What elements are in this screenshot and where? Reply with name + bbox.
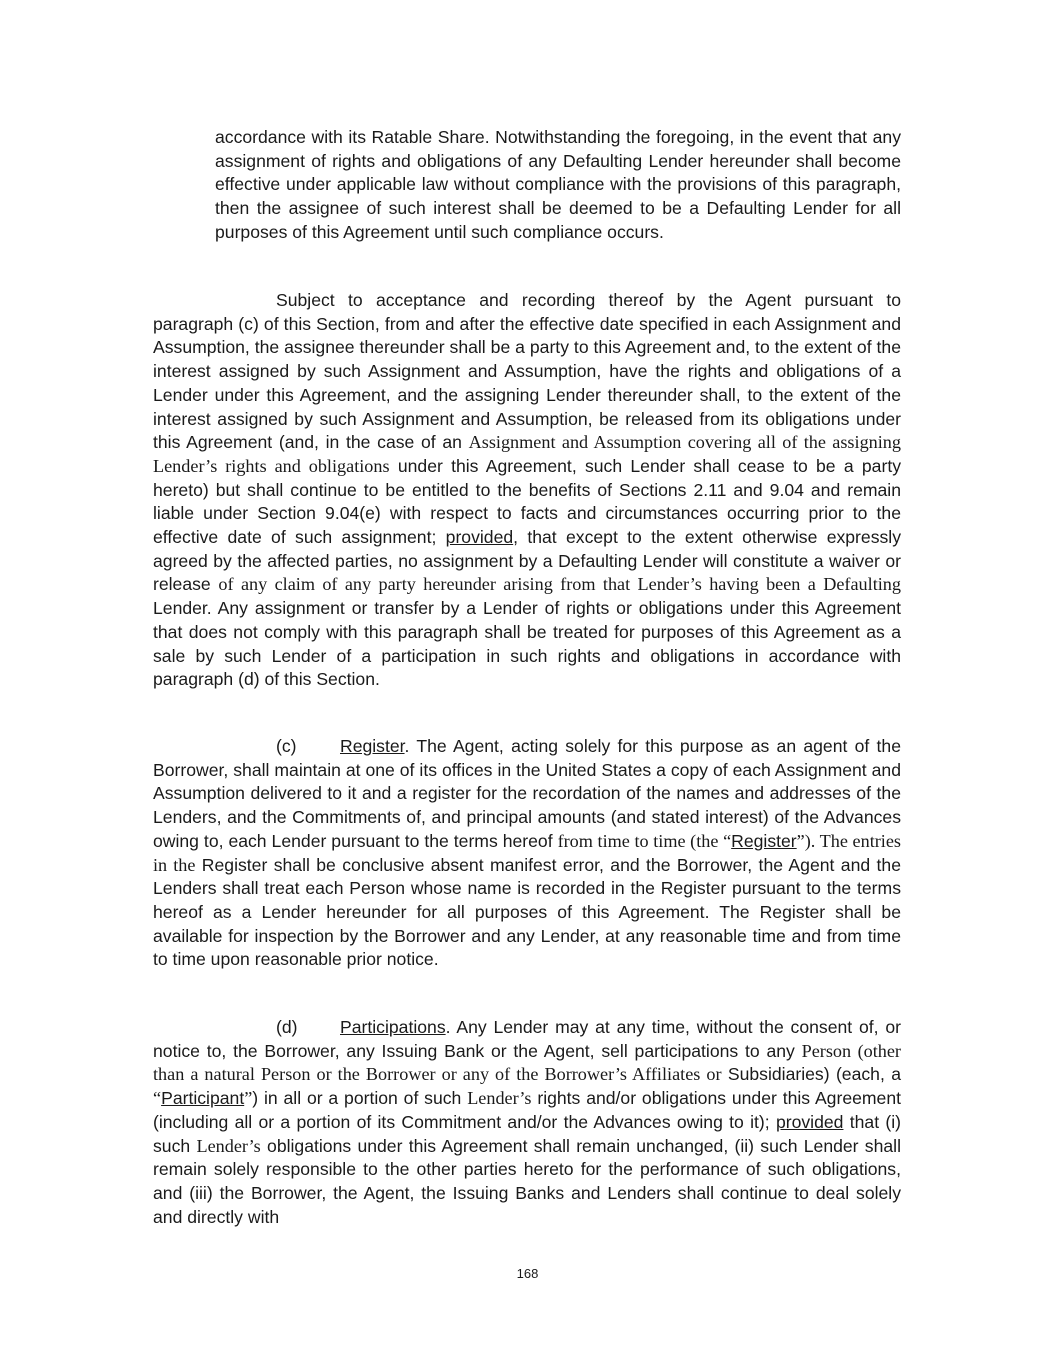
text-run: Lender. Any assignment or transfer by a Lender of rights or obligations under this Agreement that does not comply with this paragraph shall be treated for purposes of this Agreement as a sale by such Lender of a participation in such rights and obligations in accordance with paragraph (d) of this Section. [153, 598, 901, 690]
text-run: , that except to the extent otherwise expressly agreed by the affected parties, no assignment by a Defaulting Lender will constitute a waiver or release [153, 527, 901, 595]
text-run-serif: Lender’s [467, 1088, 532, 1109]
paragraph-participations [153, 1016, 901, 1229]
section-number: (d) [276, 1017, 298, 1037]
page-number: 168 [516, 1266, 539, 1281]
text-run-serif: Person (other than a natural Person or the Borrower or any of the Borrower’s Affiliates or [153, 1040, 901, 1085]
text-run: ) in all or a portion of such [252, 1088, 468, 1109]
section-heading: Register [340, 736, 405, 756]
paragraph-assignment-effect [153, 289, 901, 692]
section-number: (c) [276, 736, 297, 756]
text-run-serif: of any claim of any party hereunder arising from that Lender’s having been a Defaulting [218, 574, 901, 595]
text-run-serif: Assignment and Assumption covering all of the assigning Lender’s rights and obligations [153, 432, 901, 476]
text-run-serif: ”). The entries in the [153, 830, 902, 875]
text-run: under this Agreement, such Lender shall cease to be a party hereto) but shall continue to be entitled to the benefits of Sections 2.11 and 9.04 and remain liable under Section 9.04(e) with respect to facts and circumstances occurring prior to the effective date of such assignment; [153, 455, 901, 548]
quote-open: “ [153, 1088, 162, 1109]
paragraph-text: accordance with its Ratable Share. Notwithstanding the foregoing, in the event that any assignment of rights and obligations of any Defaulting Lender hereunder shall become effective under applicable law without compliance with the provisions of this paragraph, then the assignee of such interest shall be deemed to be a Defaulting Lender for all purposes of this Agreement until such compliance occurs. [215, 127, 901, 242]
paragraph-continuation [215, 126, 901, 245]
defined-term-register: Register [731, 830, 797, 851]
text-run-serif: Lender’s [196, 1135, 261, 1156]
defined-term-participant: Participant [161, 1088, 245, 1109]
text-run: Subsidiaries) (each, a [721, 1064, 901, 1085]
provided-term: provided [775, 1111, 844, 1132]
paragraph-register [153, 735, 901, 972]
quote-close: ” [244, 1088, 253, 1109]
text-run: Register shall be conclusive absent manifest error, and the Borrower, the Agent and the Lenders shall treat each Person whose name is recorded in the Register pursuant to the terms hereof as a Lender hereunder for all purposes of this Agreement. The Register shall be available for inspection by the Borrower and any Lender, at any reasonable time and from time to time upon reasonable prior notice. [153, 854, 901, 970]
text-run: that (i) such [153, 1111, 901, 1156]
text-run: Subject to acceptance and recording thereof by the Agent pursuant to paragraph (c) of this Section, from and after the effective date specified in each Assignment and Assumption, the assignee thereunder shall be a party to this Agreement and, to the extent of the interest assigned by such Assignment and Assumption, have the rights and obligations of a Lender under this Agreement, and the assigning Lender thereunder shall, to the extent of the interest assigned by such Assignment and Assumption, be released from its obligations under this Agreement (and, in the case of an [153, 290, 901, 453]
text-run-serif: from time to time (the “ [557, 830, 732, 851]
text-run: . Any Lender may at any time, without the consent of, or notice to, the Borrower, any Issuing Bank or the Agent, sell participations to any [153, 1017, 901, 1061]
text-run: rights and/or obligations under this Agreement (including all or a portion of its Commitment and/or the Advances owing to it); [153, 1088, 902, 1132]
text-run: obligations under this Agreement shall remain unchanged, (ii) such Lender shall remain solely responsible to the other parties hereto for the performance of such obligations, and (iii) the Borrower, the Agent, the Issuing Banks and Lenders shall continue to deal solely and directly with [153, 1135, 901, 1227]
section-heading: Participations [340, 1017, 446, 1037]
text-run: . The Agent, acting solely for this purpose as an agent of the Borrower, shall maintain at one of its offices in the United States a copy of each Assignment and Assumption delivered to it and a register for the recordation of the names and addresses of the Lenders, and the Commitments of, and principal amounts (and stated interest) of the Advances owing to, each Lender pursuant to the terms hereof [153, 736, 901, 851]
provided-term: provided [445, 527, 514, 548]
